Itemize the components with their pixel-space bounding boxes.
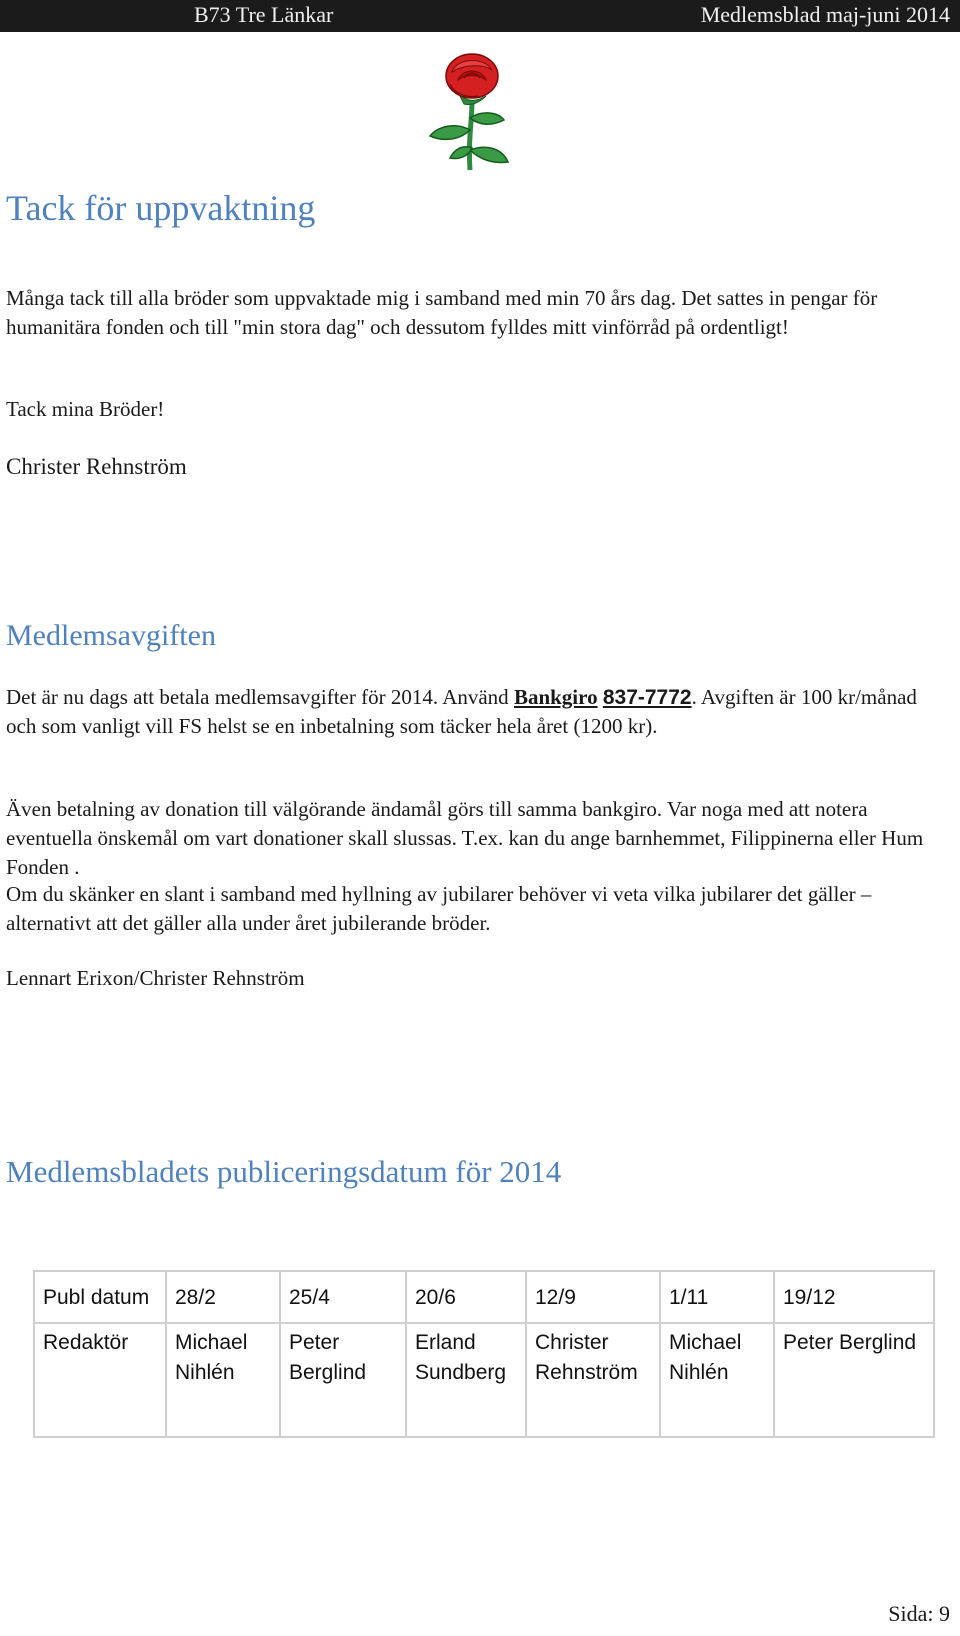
table-cell: Publ datum [34,1271,166,1323]
fee-text-after: . Avgiften är 100 kr/månad och som vanligt vill FS helst se en inbetalning som täcker hela året (1200 kr). [6,685,917,738]
fee-text-before: Det är nu dags att betala medlemsavgifter för 2014. Använd [6,685,514,709]
thanks-closing: Tack mina Bröder! [6,397,165,421]
table-row [34,1323,934,1437]
fee-signature: Lennart Erixon/Christer Rehnström [6,966,305,990]
table-cell: 25/4 [280,1271,406,1323]
section-title-membership-fee: Medlemsavgiften [6,619,216,652]
header-lodge-name: B73 Tre Länkar [194,2,334,27]
table-row [34,1271,934,1323]
table-cell: Michael Nihlén [660,1323,774,1437]
publication-schedule-table [33,1270,935,1438]
fee-paragraph [6,683,946,741]
table-cell: Peter Berglind [774,1323,934,1437]
table-cell: 19/12 [774,1271,934,1323]
bankgiro-label: Bankgiro [513,685,598,709]
page-number: Sida: 9 [888,1601,950,1626]
table-cell: Redaktör [34,1323,166,1437]
table-cell: Michael Nihlén [166,1323,280,1437]
section-title-publication-dates: Medlemsbladets publiceringsdatum för 2014 [6,1154,562,1189]
table-cell: 28/2 [166,1271,280,1323]
table-cell: 1/11 [660,1271,774,1323]
thanks-signature: Christer Rehnström [6,454,187,479]
red-rose-icon [428,50,538,172]
donation-paragraph: Även betalning av donation till välgörande ändamål görs till samma bankgiro. Var noga med att notera eventuella önskemål om vart donationer skall slussas. T.ex. kan du ange barnhemmet, Filippinerna eller Hum Fonden . [6,797,924,879]
header-issue: Medlemsblad maj-juni 2014 [700,2,950,27]
page-header [0,0,960,32]
jubilee-paragraph: Om du skänker en slant i samband med hyllning av jubilarer behöver vi veta vilka jubilarer det gäller – alternativt att det gäller alla under året jubilerande bröder. [6,882,872,935]
thanks-paragraph: Många tack till alla bröder som uppvaktade mig i samband med min 70 års dag. Det sattes in pengar för humanitära fonden och till "min stora dag" och dessutom fylldes mitt vinförråd på ordentligt! [6,286,878,339]
bankgiro-number: 837-7772 [602,686,692,709]
section-title-thanks: Tack för uppvaktning [6,188,316,228]
table-cell: Erland Sundberg [406,1323,526,1437]
table-cell: Peter Berglind [280,1323,406,1437]
table-cell: 12/9 [526,1271,660,1323]
table-cell: 20/6 [406,1271,526,1323]
table-cell: Christer Rehnström [526,1323,660,1437]
